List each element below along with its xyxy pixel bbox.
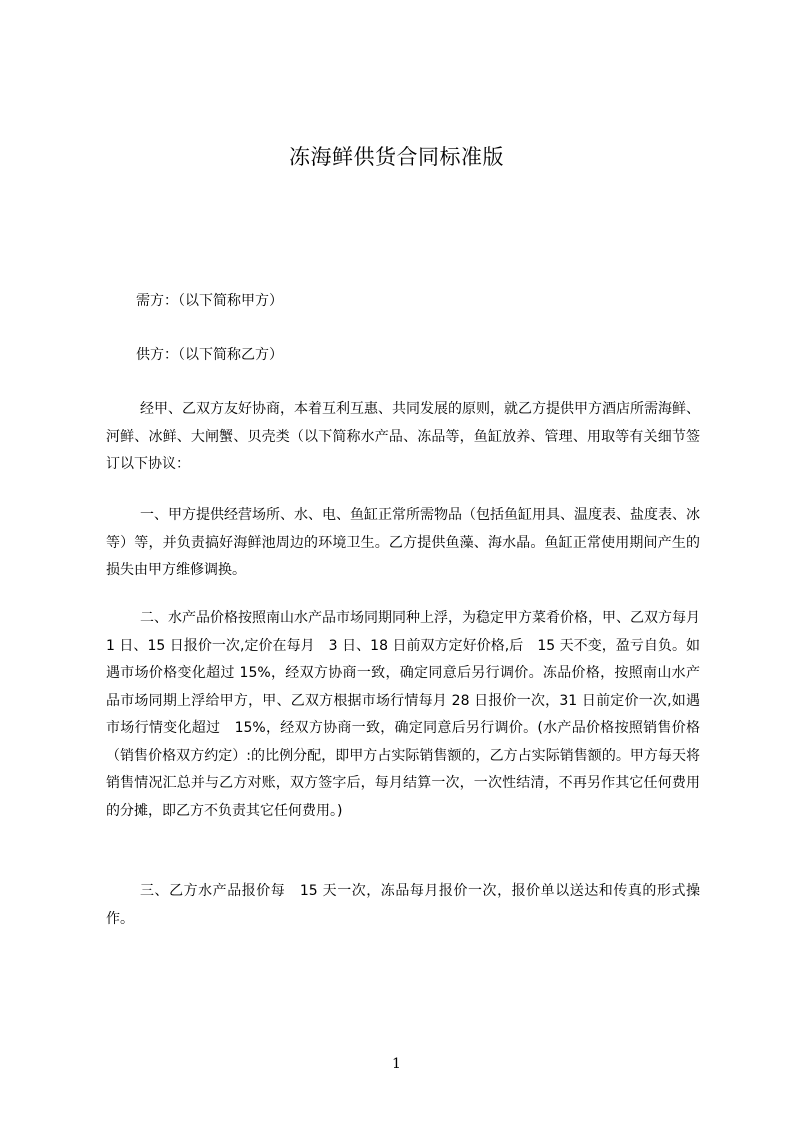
clause-2-paragraph: 二、水产品价格按照南山水产品市场同期同种上浮，为稳定甲方菜肴价格，甲、乙双方每月 1 日、15 日报价一次,定价在每月 3 日、18 日前双方定好价格,后 15 天不变，盈亏自负。如遇市场价格变化超过 15%，经双方协商一致，确定同意后另行调价。冻品价格，按照南山水产品市场同期上浮给甲方，甲、乙双方根据市场行情每月 28 日报价一次，31 日前定价一次,如遇市场行情变化超过 15%，经双方协商一致，确定同意后另行调价。(水产品价格按照销售价格（销售价格双方约定）:的比例分配，即甲方占实际销售额的，乙方占实际销售额的。甲方每天将销售情况汇总并与乙方对账，双方签字后，每月结算一次，一次性结清，不再另作其它任何费用的分摊，即乙方不负责其它任何费用。) xyxy=(106,610,700,819)
document-title: 冻海鲜供货合同标准版 xyxy=(289,145,504,169)
clause-3-paragraph: 三、乙方水产品报价每 15 天一次，冻品每月报价一次，报价单以送达和传真的形式操作。 xyxy=(106,883,700,927)
page-number: 1 xyxy=(392,1056,401,1072)
clause-1-paragraph: 一、甲方提供经营场所、水、电、鱼缸正常所需物品（包括鱼缸用具、温度表、盐度表、冰等）等，并负责搞好海鲜池周边的环境卫生。乙方提供鱼藻、海水晶。鱼缸正常使用期间产生的损失由甲方维修调换。 xyxy=(106,507,700,578)
buyer-line: 需方：（以下简称甲方） xyxy=(136,293,283,309)
supplier-line: 供方：（以下简称乙方） xyxy=(136,347,283,363)
intro-paragraph: 经甲、乙双方友好协商，本着互利互惠、共同发展的原则，就乙方提供甲方酒店所需海鲜、河鲜、冰鲜、大闸蟹、贝壳类（以下简称水产品、冻品等，鱼缸放养、管理、用取等有关细节签订以下协议： xyxy=(106,401,700,472)
